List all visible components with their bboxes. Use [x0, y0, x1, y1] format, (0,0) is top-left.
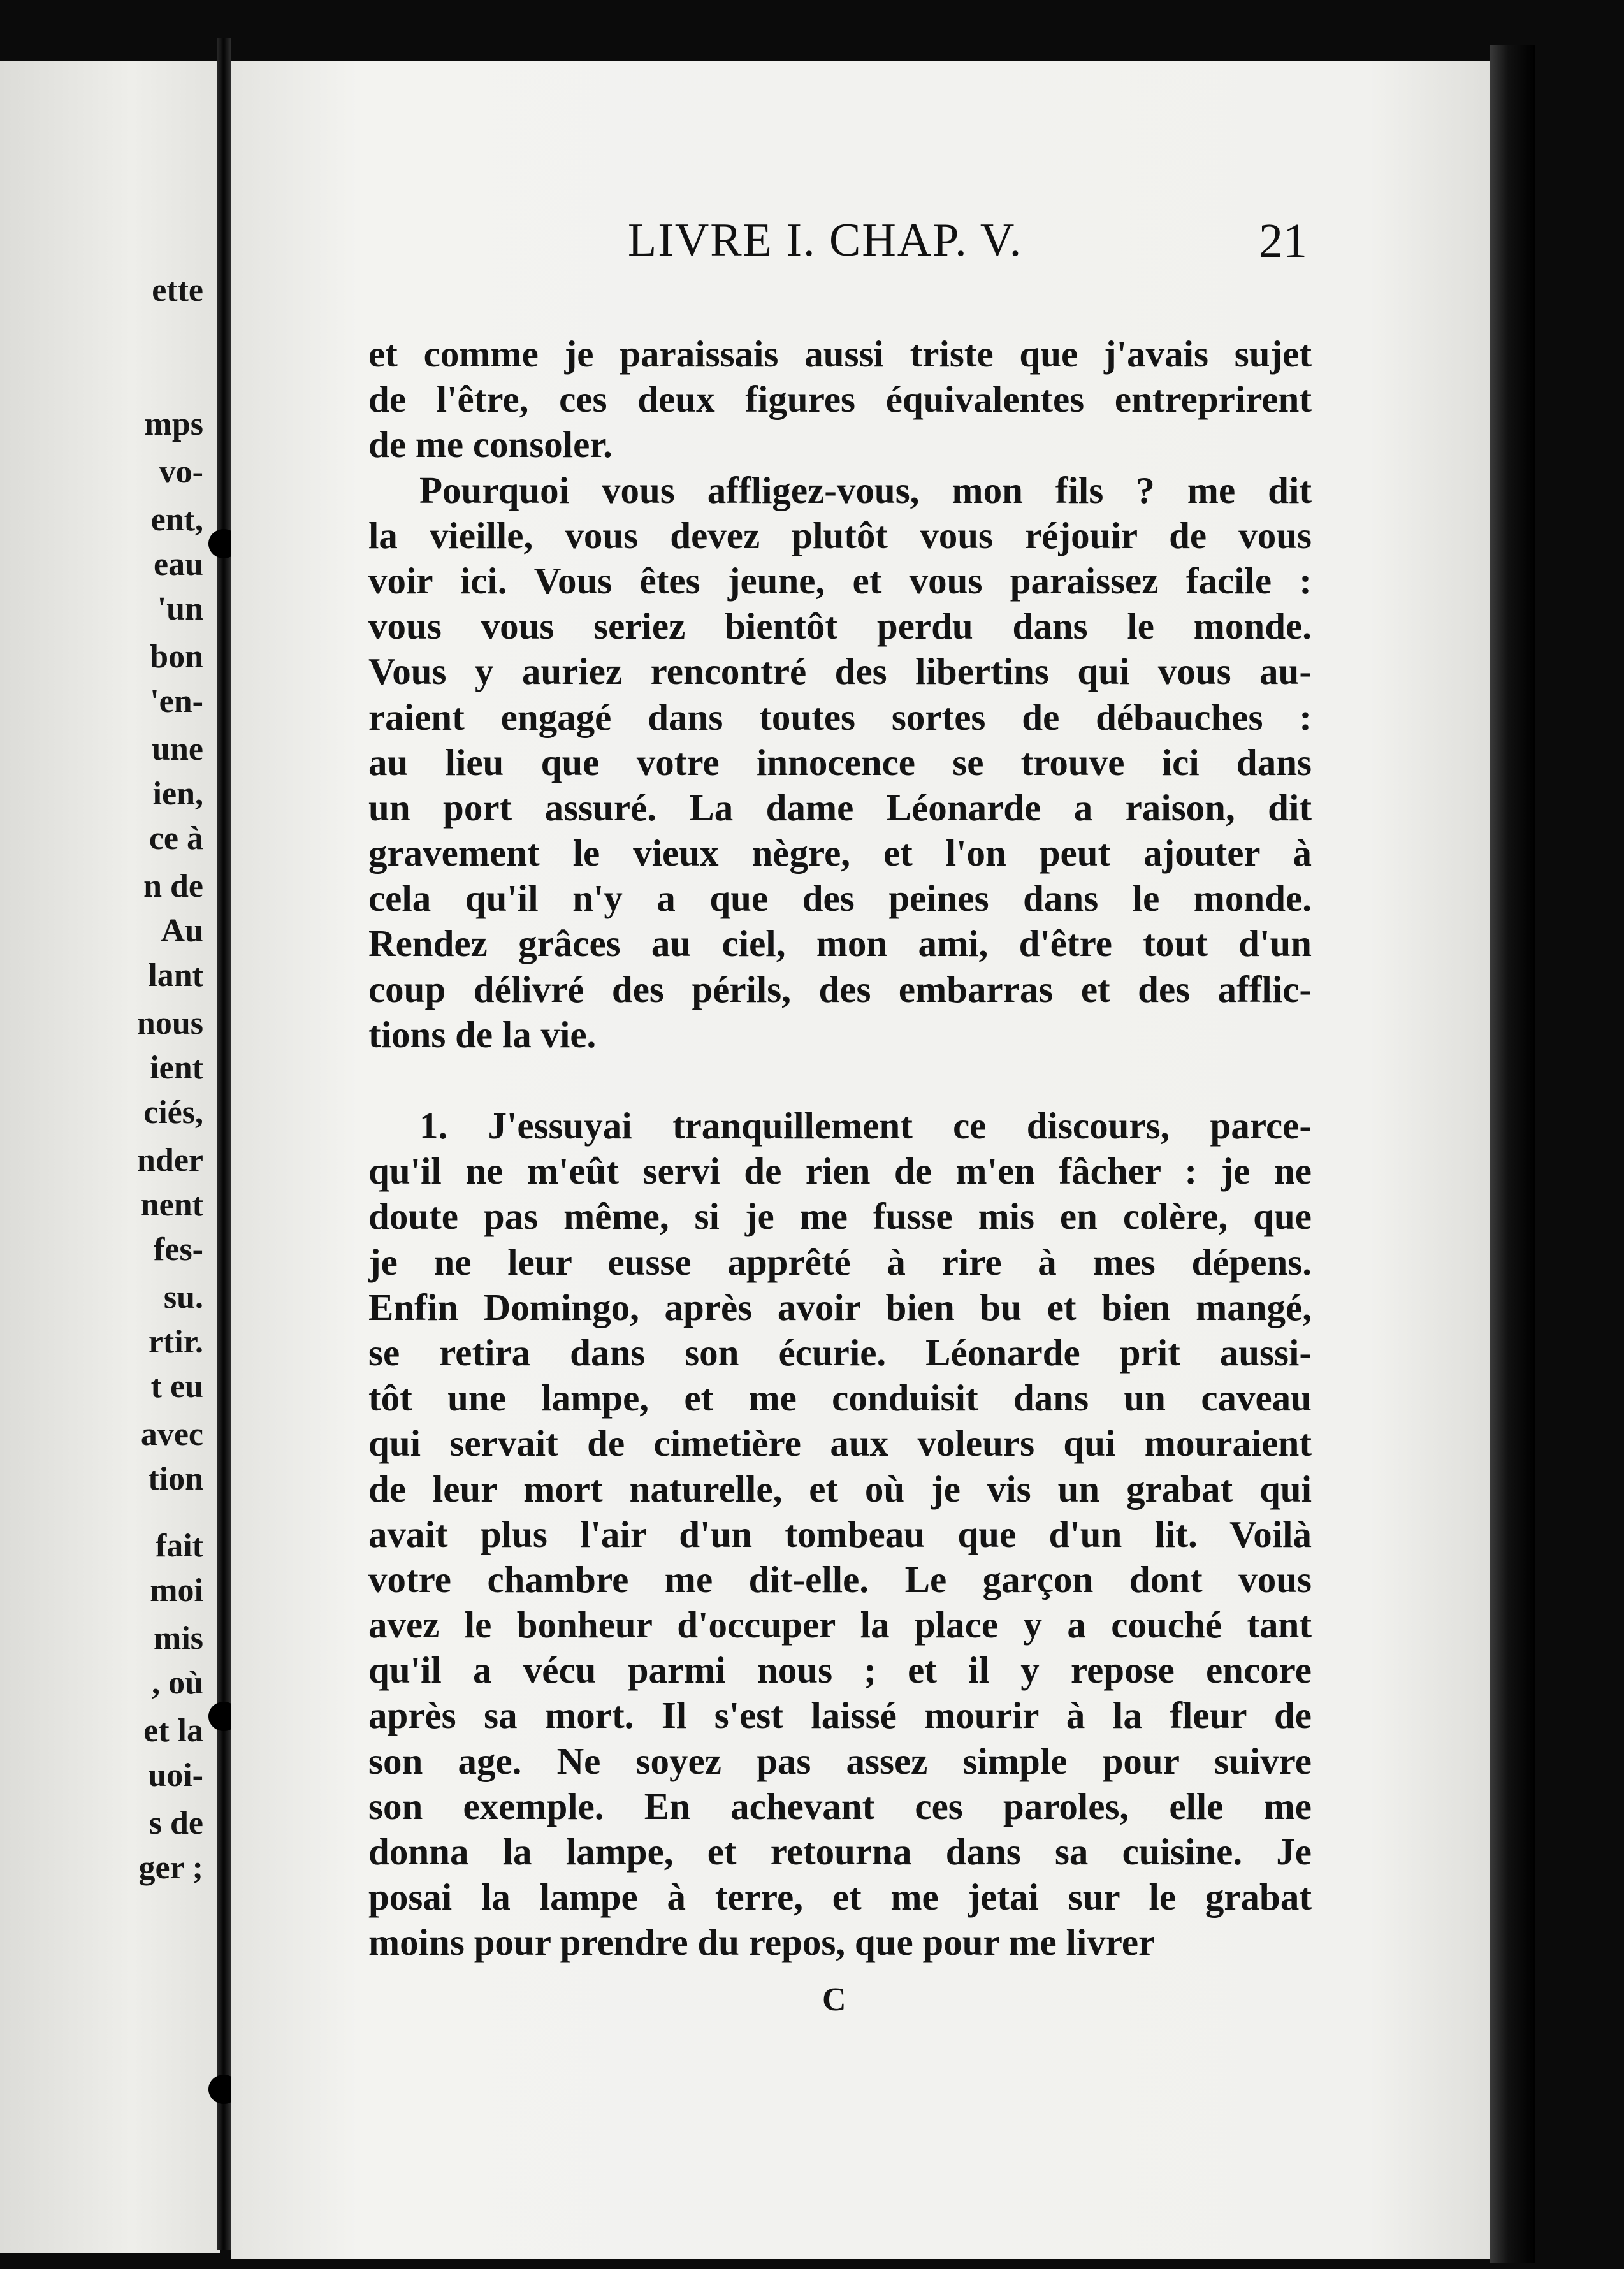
- left-page-fragment: , où: [152, 1665, 203, 1701]
- left-page-fragment: 'en-: [150, 683, 203, 720]
- text-line: cela qu'il n'y a que des peines dans le monde.: [368, 877, 1312, 920]
- left-page-fragment: mps: [144, 406, 203, 442]
- left-page-fragment: ient: [150, 1050, 203, 1086]
- left-page-fragment: ette: [152, 272, 203, 308]
- left-page-fragment: uoi-: [148, 1757, 203, 1794]
- text-line: vous vous seriez bientôt perdu dans le monde.: [368, 605, 1312, 648]
- left-page-fragment: t eu: [150, 1368, 203, 1405]
- text-line: Rendez grâces au ciel, mon ami, d'être tout d'un: [368, 922, 1312, 965]
- text-line: après sa mort. Il s'est laissé mourir à la fleur de: [368, 1694, 1312, 1737]
- left-page-fragment: fait: [155, 1528, 203, 1564]
- text-line: votre chambre me dit-elle. Le garçon dont vous: [368, 1558, 1312, 1600]
- left-page-fragment: avec: [140, 1416, 203, 1453]
- left-page-fragment: mis: [154, 1620, 203, 1656]
- text-line: Enfin Domingo, après avoir bien bu et bien mangé,: [368, 1286, 1312, 1328]
- text-line: qui servait de cimetière aux voleurs qui mouraient: [368, 1422, 1312, 1465]
- text-line: posai la lampe à terre, et me jetai sur le grabat: [368, 1876, 1312, 1918]
- left-page-fragment: su.: [163, 1279, 203, 1316]
- text-line: se retira dans son écurie. Léonarde prit aussi-: [368, 1331, 1312, 1374]
- paragraph: [368, 468, 1312, 1057]
- text-line: de l'être, ces deux figures équivalentes entreprirent: [368, 378, 1312, 421]
- text-line: qu'il ne m'eût servi de rien de m'en fâcher : je ne: [368, 1150, 1312, 1192]
- text-line: tôt une lampe, et me conduisit dans un caveau: [368, 1377, 1312, 1419]
- left-page-fragment: nder: [137, 1142, 203, 1178]
- left-page-fragment: vo-: [159, 454, 203, 490]
- running-title: LIVRE I. CHAP. V.: [628, 214, 1023, 266]
- left-page-fragment: rtir.: [148, 1324, 203, 1360]
- text-line: un port assuré. La dame Léonarde a raison, dit: [368, 786, 1312, 829]
- text-line: donna la lampe, et retourna dans sa cuisine. Je: [368, 1830, 1312, 1873]
- body-text: [368, 331, 1312, 1966]
- text-line: son exemple. En achevant ces paroles, elle me: [368, 1785, 1312, 1827]
- text-line: au lieu que votre innocence se trouve ici dans: [368, 741, 1312, 783]
- text-line: de leur mort naturelle, et où je vis un grabat qui: [368, 1467, 1312, 1510]
- text-line: coup délivré des périls, des embarras et des afflic-: [368, 968, 1312, 1010]
- left-page-fragment: n de: [143, 868, 203, 904]
- text-line: Vous y auriez rencontré des libertins qui vous au-: [368, 650, 1312, 693]
- paragraph: [368, 1103, 1312, 1966]
- text-line: je ne leur eusse apprêté à rire à mes dépens.: [368, 1240, 1312, 1283]
- left-page-fragment: lant: [148, 957, 203, 994]
- left-page-fragment: une: [152, 731, 203, 767]
- left-page-fragment: s de: [149, 1805, 203, 1841]
- page-edge-shadow: [1490, 45, 1535, 2263]
- left-page-fragment: ger ;: [138, 1850, 203, 1886]
- left-page-fragment: ent,: [150, 502, 203, 538]
- left-facing-page: [0, 61, 220, 2253]
- left-page-fragment: nous: [136, 1005, 203, 1041]
- left-page-fragment: ciés,: [143, 1094, 203, 1131]
- text-line: raient engagé dans toutes sortes de débauches :: [368, 695, 1312, 738]
- paragraph: [368, 331, 1312, 468]
- text-line: tions de la vie.: [368, 1013, 597, 1055]
- paragraph-gap: [368, 1057, 1312, 1103]
- page-number: 21: [1259, 214, 1307, 268]
- left-page-fragment: nent: [140, 1187, 203, 1223]
- text-line: doute pas même, si je me fusse mis en colère, que: [368, 1195, 1312, 1238]
- left-page-fragment: et la: [143, 1713, 203, 1749]
- left-page-fragment: ien,: [152, 776, 203, 812]
- left-page-fragment: 'un: [157, 591, 203, 627]
- text-line: voir ici. Vous êtes jeune, et vous paraissez facile :: [368, 559, 1312, 602]
- text-line: son age. Ne soyez pas assez simple pour suivre: [368, 1739, 1312, 1782]
- text-line: et comme je paraissais aussi triste que j'avais sujet: [368, 333, 1312, 375]
- signature-mark: C: [822, 1982, 846, 2018]
- left-page-fragment: tion: [148, 1461, 203, 1497]
- text-line: moins pour prendre du repos, que pour me livrer: [368, 1921, 1156, 1964]
- text-line: avait plus l'air d'un tombeau que d'un lit. Voilà: [368, 1512, 1312, 1555]
- text-line: qu'il a vécu parmi nous ; et il y repose encore: [368, 1649, 1312, 1692]
- text-line: gravement le vieux nègre, et l'on peut ajouter à: [368, 832, 1312, 874]
- text-line: Pourquoi vous affligez-vous, mon fils ? me dit: [419, 468, 1312, 511]
- book-gutter: [217, 38, 231, 2250]
- text-line: avez le bonheur d'occuper la place y a couché tant: [368, 1604, 1312, 1646]
- left-page-fragment: ce à: [149, 820, 203, 857]
- running-head: [628, 214, 1624, 268]
- left-page-fragment: fes-: [154, 1231, 203, 1268]
- text-line: de me consoler.: [368, 423, 613, 466]
- text-line: la vieille, vous devez plutôt vous réjouir de vous: [368, 514, 1312, 556]
- left-page-fragment: moi: [150, 1572, 203, 1609]
- left-page-fragment: eau: [154, 546, 203, 583]
- left-page-fragment: bon: [150, 639, 203, 675]
- text-line: 1. J'essuyai tranquillement ce discours, parce-: [419, 1105, 1312, 1147]
- left-page-fragment: Au: [161, 913, 203, 949]
